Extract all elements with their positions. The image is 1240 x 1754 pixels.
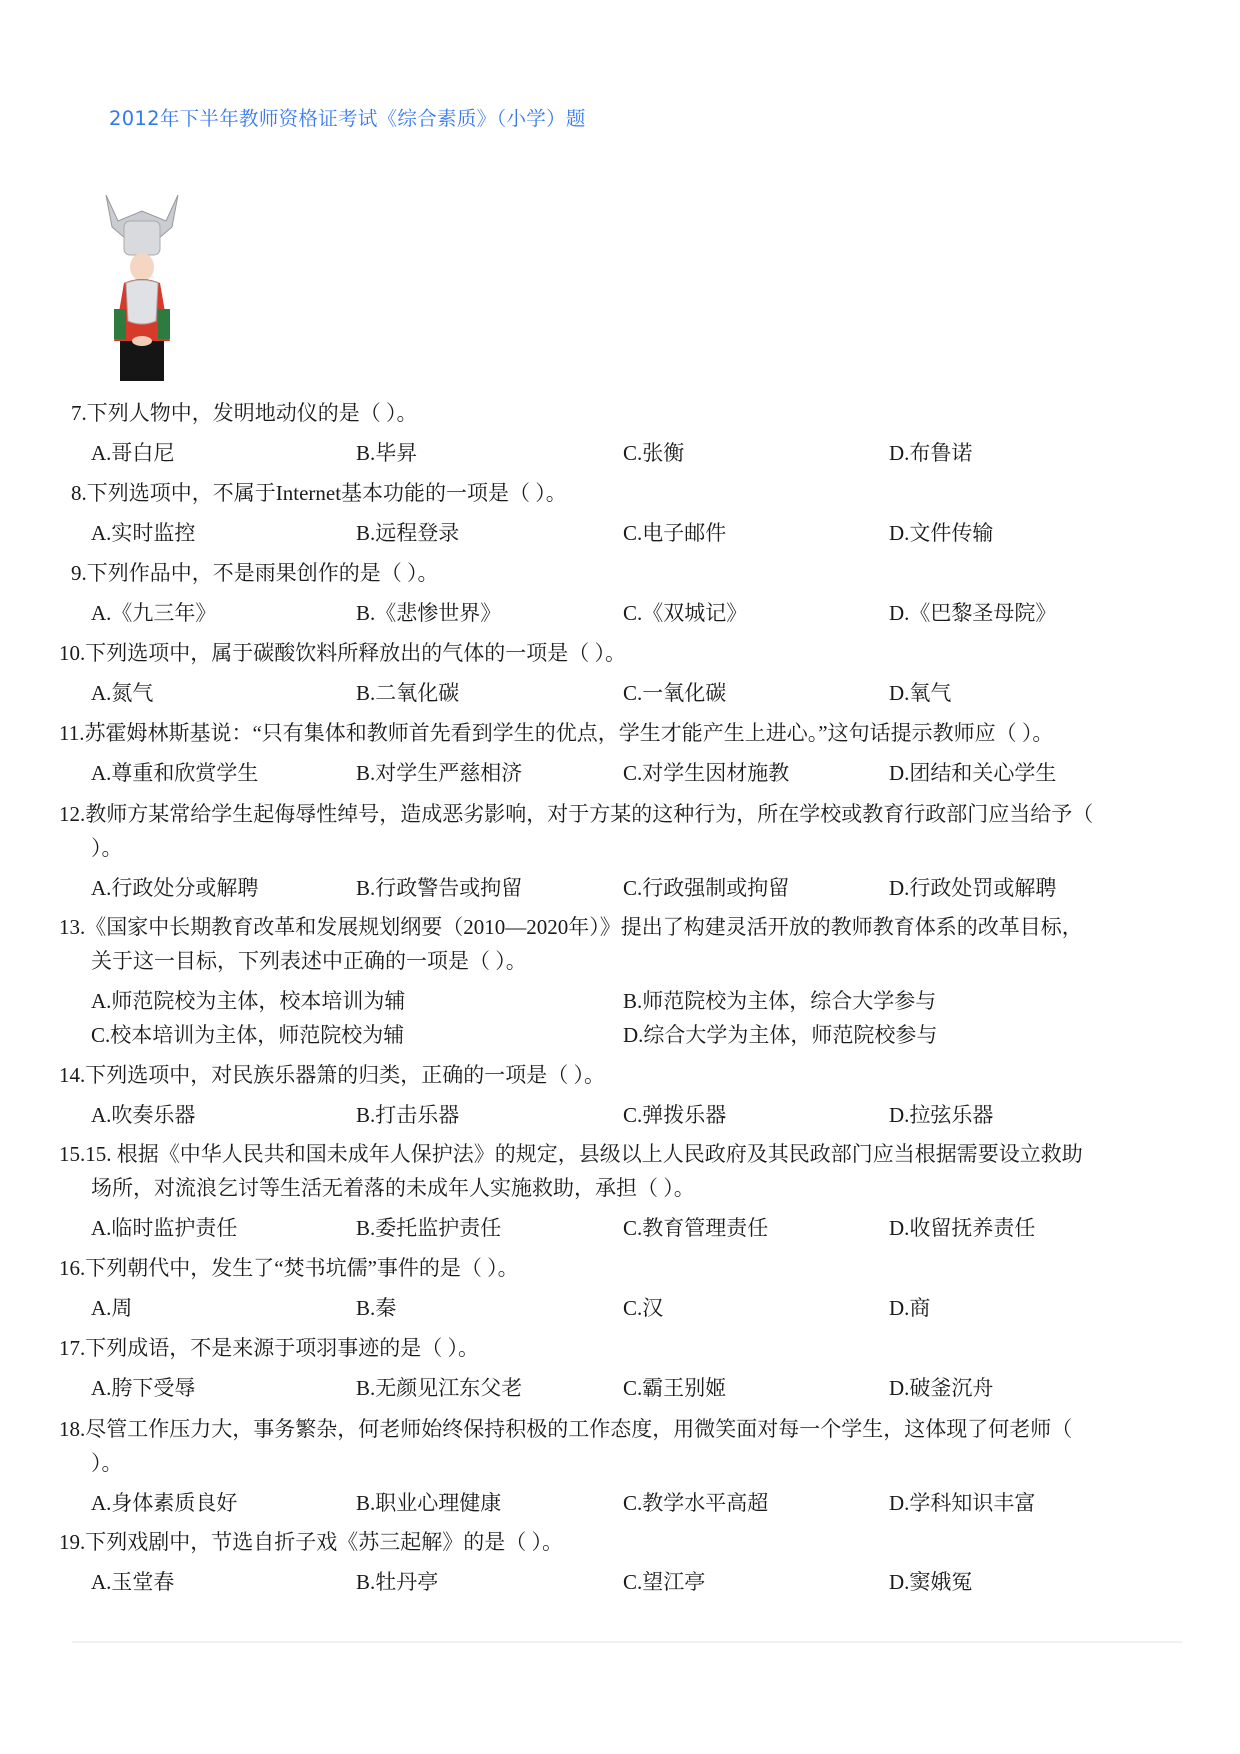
answer-option: C.一氧化碳	[623, 681, 727, 705]
answer-option: A.临时监护责任	[91, 1216, 238, 1240]
answer-option: B.二氧化碳	[356, 681, 460, 705]
question-stem-continued: ）。	[91, 1451, 123, 1475]
answer-option: C.对学生因材施教	[623, 761, 790, 785]
answer-option: C.教学水平高超	[623, 1491, 769, 1515]
answer-option: A.氮气	[91, 681, 154, 705]
answer-option: B.《悲惨世界》	[356, 601, 502, 625]
answer-option: C.《双城记》	[623, 601, 748, 625]
answer-option: D.学科知识丰富	[889, 1491, 1036, 1515]
question-stem: 7.下列人物中，发明地动仪的是（ ）。	[71, 401, 418, 425]
question-stem: 16.下列朝代中，发生了“焚书坑儒”事件的是（ ）。	[59, 1256, 519, 1280]
answer-option: A.实时监控	[91, 521, 196, 545]
answer-option: C.电子邮件	[623, 521, 727, 545]
answer-option: D.氧气	[889, 681, 952, 705]
page-divider	[72, 1641, 1182, 1643]
question-stem: 12.教师方某常给学生起侮辱性绰号，造成恶劣影响，对于方某的这种行为，所在学校或教育行政部门应当给予（	[59, 802, 1094, 826]
question-stem: 9.下列作品中，不是雨果创作的是（ ）。	[71, 561, 439, 585]
answer-option: D.破釜沉舟	[889, 1376, 994, 1400]
answer-option: C.汉	[623, 1296, 664, 1320]
costume-photo	[96, 191, 188, 381]
answer-option: B.行政警告或拘留	[356, 876, 523, 900]
answer-option: D.综合大学为主体，师范院校参与	[623, 1023, 938, 1047]
answer-option: B.秦	[356, 1296, 397, 1320]
answer-option: D.布鲁诺	[889, 441, 973, 465]
answer-option: A.师范院校为主体，校本培训为辅	[91, 989, 406, 1013]
answer-option: B.职业心理健康	[356, 1491, 502, 1515]
answer-option: C.望江亭	[623, 1570, 706, 1594]
answer-option: B.对学生严慈相济	[356, 761, 523, 785]
answer-option: D.《巴黎圣母院》	[889, 601, 1057, 625]
answer-option: A.周	[91, 1296, 133, 1320]
answer-option: D.团结和关心学生	[889, 761, 1057, 785]
answer-option: B.师范院校为主体，综合大学参与	[623, 989, 937, 1013]
answer-option: B.无颜见江东父老	[356, 1376, 523, 1400]
answer-option: A.玉堂春	[91, 1570, 175, 1594]
answer-option: A.《九三年》	[91, 601, 217, 625]
answer-option: A.尊重和欣赏学生	[91, 761, 259, 785]
answer-option: B.打击乐器	[356, 1103, 460, 1127]
answer-option: C.霸王别姬	[623, 1376, 727, 1400]
answer-option: B.毕昇	[356, 441, 418, 465]
question-stem: 11.苏霍姆林斯基说：“只有集体和教师首先看到学生的优点，学生才能产生上进心。”这句话提示教师应（ ）。	[59, 721, 1054, 745]
answer-option: A.行政处分或解聘	[91, 876, 259, 900]
answer-option: C.校本培训为主体，师范院校为辅	[91, 1023, 405, 1047]
answer-option: B.牡丹亭	[356, 1570, 439, 1594]
question-stem: 19.下列戏剧中，节选自折子戏《苏三起解》的是（ ）。	[59, 1530, 563, 1554]
document-title: 2012年下半年教师资格证考试《综合素质》（小学）题	[109, 107, 586, 130]
question-stem: 13.《国家中长期教育改革和发展规划纲要（2010—2020年）》提出了构建灵活开放的教师教育体系的改革目标，	[59, 915, 1083, 939]
question-stem: 15.15. 根据《中华人民共和国未成年人保护法》的规定，县级以上人民政府及其民政部门应当根据需要设立救助	[59, 1142, 1083, 1166]
question-stem-continued: 场所，对流浪乞讨等生活无着落的未成年人实施救助，承担（ ）。	[91, 1176, 695, 1200]
question-stem: 18.尽管工作压力大，事务繁杂，何老师始终保持积极的工作态度，用微笑面对每一个学生，这体现了何老师（	[59, 1417, 1073, 1441]
answer-option: D.窦娥冤	[889, 1570, 973, 1594]
answer-option: A.哥白尼	[91, 441, 175, 465]
answer-option: B.委托监护责任	[356, 1216, 502, 1240]
answer-option: D.拉弦乐器	[889, 1103, 994, 1127]
question-stem: 14.下列选项中，对民族乐器箫的归类，正确的一项是（ ）。	[59, 1063, 605, 1087]
answer-option: A.吹奏乐器	[91, 1103, 196, 1127]
question-stem: 8.下列选项中，不属于Internet基本功能的一项是（ ）。	[71, 481, 567, 505]
answer-option: C.张衡	[623, 441, 685, 465]
question-stem-continued: ）。	[91, 836, 123, 860]
question-stem: 17.下列成语，不是来源于项羽事迹的是（ ）。	[59, 1336, 479, 1360]
answer-option: A.胯下受辱	[91, 1376, 196, 1400]
answer-option: D.文件传输	[889, 521, 994, 545]
answer-option: D.收留抚养责任	[889, 1216, 1036, 1240]
answer-option: C.行政强制或拘留	[623, 876, 790, 900]
answer-option: D.商	[889, 1296, 931, 1320]
question-stem-continued: 关于这一目标，下列表述中正确的一项是（ ）。	[91, 949, 527, 973]
question-stem: 10.下列选项中，属于碳酸饮料所释放出的气体的一项是（ ）。	[59, 641, 626, 665]
answer-option: A.身体素质良好	[91, 1491, 238, 1515]
answer-option: D.行政处罚或解聘	[889, 876, 1057, 900]
answer-option: C.弹拨乐器	[623, 1103, 727, 1127]
answer-option: B.远程登录	[356, 521, 460, 545]
answer-option: C.教育管理责任	[623, 1216, 769, 1240]
